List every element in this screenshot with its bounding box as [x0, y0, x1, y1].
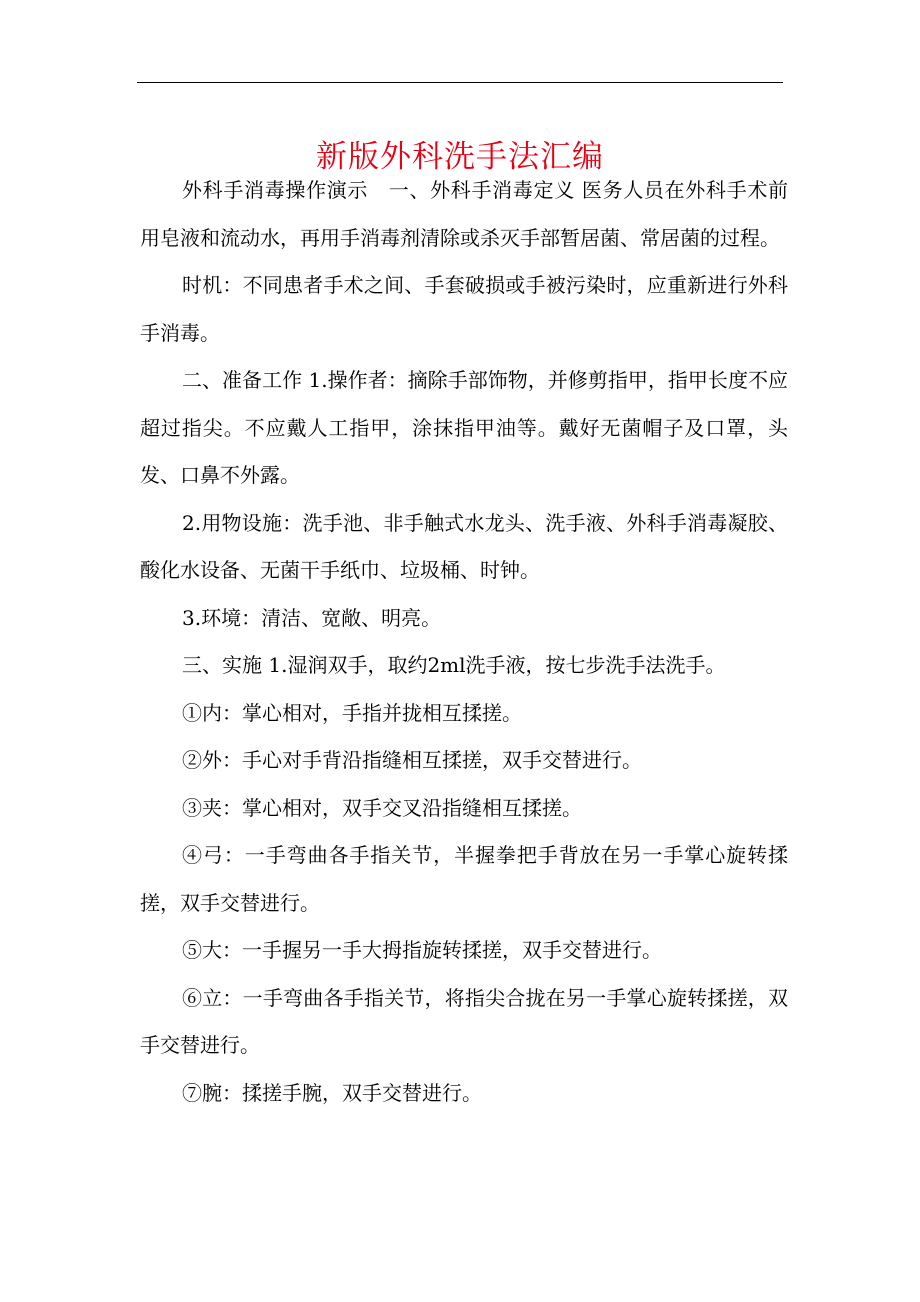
step-5-thumb: ⑤大：一手握另一手大拇指旋转揉搓，双手交替进行。 — [182, 938, 662, 962]
step-3-clip: ③夹：掌心相对，双手交叉沿指缝相互揉搓。 — [182, 795, 582, 820]
step-4-bow: ④弓：一手弯曲各手指关节，半握拳把手背放在另一手掌心旋转揉搓，双手交替进行。 — [140, 843, 788, 915]
paragraph-definition: 外科手消毒操作演示 一、外科手消毒定义 医务人员在外科手术前用皂液和流动水，再用手消毒剂清除或杀灭手部暂居菌、常居菌的过程。 — [140, 178, 788, 250]
paragraph-timing: 时机：不同患者手术之间、手套破损或手被污染时，应重新进行外科手消毒。 — [140, 273, 788, 345]
document-body — [140, 167, 788, 1117]
paragraph-preparation-environment: 3.环境：清洁、宽敞、明亮。 — [182, 605, 442, 630]
step-7-wrist: ⑦腕：揉搓手腕，双手交替进行。 — [182, 1080, 482, 1105]
step-6-fingertips: ⑥立：一手弯曲各手指关节，将指尖合拢在另一手掌心旋转揉搓，双手交替进行。 — [140, 985, 788, 1057]
step-1-inner: ①内：掌心相对，手指并拢相互揉搓。 — [182, 700, 522, 725]
step-2-outer: ②外：手心对手背沿指缝相互揉搓，双手交替进行。 — [182, 748, 642, 772]
header-rule — [137, 82, 783, 83]
paragraph-preparation-supplies: 2.用物设施：洗手池、非手触式水龙头、洗手液、外科手消毒凝胶、酸化水设备、无菌干手纸巾、垃圾桶、时钟。 — [140, 510, 788, 582]
document-title: 新版外科洗手法汇编 — [316, 138, 604, 175]
paragraph-preparation-operator: 二、准备工作 1.操作者：摘除手部饰物，并修剪指甲，指甲长度不应超过指尖。不应戴人工指甲，涂抹指甲油等。戴好无菌帽子及口罩，头发、口鼻不外露。 — [140, 368, 788, 487]
paragraph-implementation: 三、实施 1.湿润双手，取约2ml洗手液，按七步洗手法洗手。 — [182, 653, 726, 677]
